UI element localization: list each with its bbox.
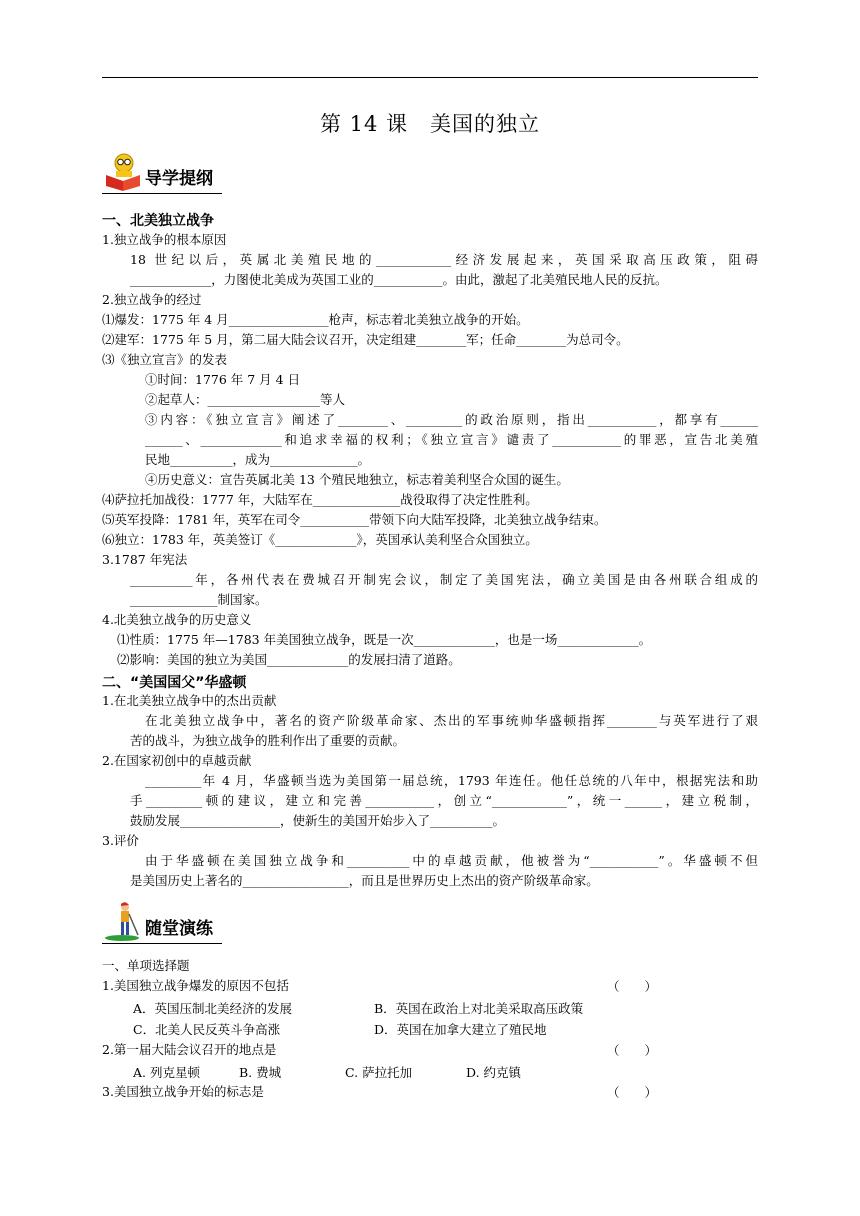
heading-north-america-war: 一、北美独立战争 [102, 213, 214, 229]
text-line: ______、_____________和追求幸福的权利；《独立宣言》谴责了___________的罪恶，宣告北美殖 [145, 432, 758, 447]
text-line: 在北美独立战争中，著名的资产阶级革命家、杰出的军事统帅华盛顿指挥________与英军进行了艰 [145, 713, 758, 728]
text-line: 1.独立战争的根本原因 [102, 232, 227, 247]
question-stem: 3.美国独立战争开始的标志是 [102, 1084, 264, 1099]
option-d: D．英国在加拿大建立了殖民地 [374, 1022, 547, 1037]
text-line: ⑵建军：1775 年 5 月，第二届大陆会议召开，决定组建________军；任命________为总司令。 [102, 332, 629, 347]
text-line: 苦的战斗，为独立战争的胜利作出了重要的贡献。 [130, 733, 406, 748]
text-line: __________年，各州代表在费城召开制宪会议，制定了美国宪法，确立美国是由各州联合组成的 [130, 572, 758, 587]
text-line: ⑸英军投降：1781 年，英军在司令___________带领下向大陆军投降，北美独立战争结束。 [102, 512, 607, 527]
text-line: 手_________顿的建议，建立和完善___________，创立“____________”，统一______，建立税制， [130, 793, 758, 808]
question-stem: 2.第一届大陆会议召开的地点是 [102, 1042, 277, 1057]
question-stem: 1.美国独立战争爆发的原因不包括 [102, 978, 289, 993]
text-line: ①时间：1776 年 7 月 4 日 [145, 372, 301, 387]
text-line: 1.在北美独立战争中的杰出贡献 [102, 693, 277, 708]
text-line: _____________，力图使北美成为英国工业的___________。由此，激起了北美殖民地人民的反抗。 [130, 272, 668, 287]
text-line: 2.在国家初创中的卓越贡献 [102, 753, 252, 768]
golfer-icon [102, 901, 144, 943]
text-line: 民地__________，成为______________。 [145, 452, 371, 467]
text-line: ③内容：《独立宣言》阐述了________、_________的政治原则，指出___________，都享有______ [145, 412, 758, 427]
question-type-heading: 一、单项选择题 [102, 958, 190, 973]
text-line: 4.北美独立战争的历史意义 [102, 612, 252, 627]
text-line: 2.独立战争的经过 [102, 292, 202, 307]
section-practice-header [102, 906, 302, 946]
option-a: A．英国压制北美经济的发展 [133, 1001, 293, 1016]
option-b: B. 费城 [239, 1065, 282, 1080]
header-rule [102, 77, 758, 78]
text-line: 3.1787 年宪法 [102, 552, 188, 567]
text-line: ⑴爆发：1775 年 4 月________________枪声，标志着北美独立战争的开始。 [102, 312, 529, 327]
answer-parentheses: （ ） [607, 979, 658, 994]
section-practice-label: 随堂演练 [145, 919, 213, 939]
section-guide-label: 导学提纲 [145, 169, 213, 189]
text-line: ______________制国家。 [130, 592, 268, 607]
section-underline [102, 193, 222, 194]
text-line: _________年 4 月，华盛顿当选为美国第一届总统，1793 年连任。他任总统的八年中，根据宪法和助 [145, 773, 758, 788]
text-line: ⑶《独立宣言》的发表 [102, 352, 228, 367]
text-line: ⑴性质：1775 年—1783 年美国独立战争，既是一次_____________，也是一场_____________。 [117, 632, 652, 647]
page-title: 第 14 课 美国的独立 [319, 112, 541, 136]
text-line: ⑷萨拉托加战役：1777 年，大陆军在______________战役取得了决定性胜利。 [102, 492, 538, 507]
text-line: ⑵影响：美国的独立为美国_____________的发展扫清了道路。 [117, 652, 461, 667]
section-underline [102, 943, 222, 944]
section-guide-header [102, 156, 302, 196]
text-line: 18 世纪以后，英属北美殖民地的____________经济发展起来，英国采取高压政策，阻碍 [130, 252, 758, 267]
reading-student-icon [102, 153, 144, 193]
text-line: 由于华盛顿在美国独立战争和__________中的卓越贡献，他被誉为“___________”。华盛顿不但 [145, 853, 758, 868]
option-c: C. 萨拉托加 [345, 1065, 413, 1080]
option-c: C．北美人民反英斗争高涨 [133, 1022, 281, 1037]
text-line: 3.评价 [102, 833, 139, 848]
text-line: ②起草人：__________________等人 [145, 392, 346, 407]
heading-washington: 二、“美国国父”华盛顿 [102, 675, 247, 691]
option-d: D. 约克镇 [466, 1065, 522, 1080]
answer-parentheses: （ ） [607, 1043, 658, 1058]
text-line: ④历史意义：宣告英属北美 13 个殖民地独立，标志着美利坚合众国的诞生。 [145, 472, 569, 487]
option-a: A. 列克星顿 [133, 1065, 200, 1080]
option-b: B．英国在政治上对北美采取高压政策 [374, 1001, 584, 1016]
text-line: ⑹独立：1783 年，英美签订《_____________》，英国承认美利坚合众国独立。 [102, 532, 538, 547]
text-line: 鼓励发展________________，使新生的美国开始步入了__________。 [130, 813, 506, 828]
text-line: 是美国历史上著名的_________________，而且是世界历史上杰出的资产阶级革命家。 [130, 873, 599, 888]
answer-parentheses: （ ） [607, 1085, 658, 1100]
